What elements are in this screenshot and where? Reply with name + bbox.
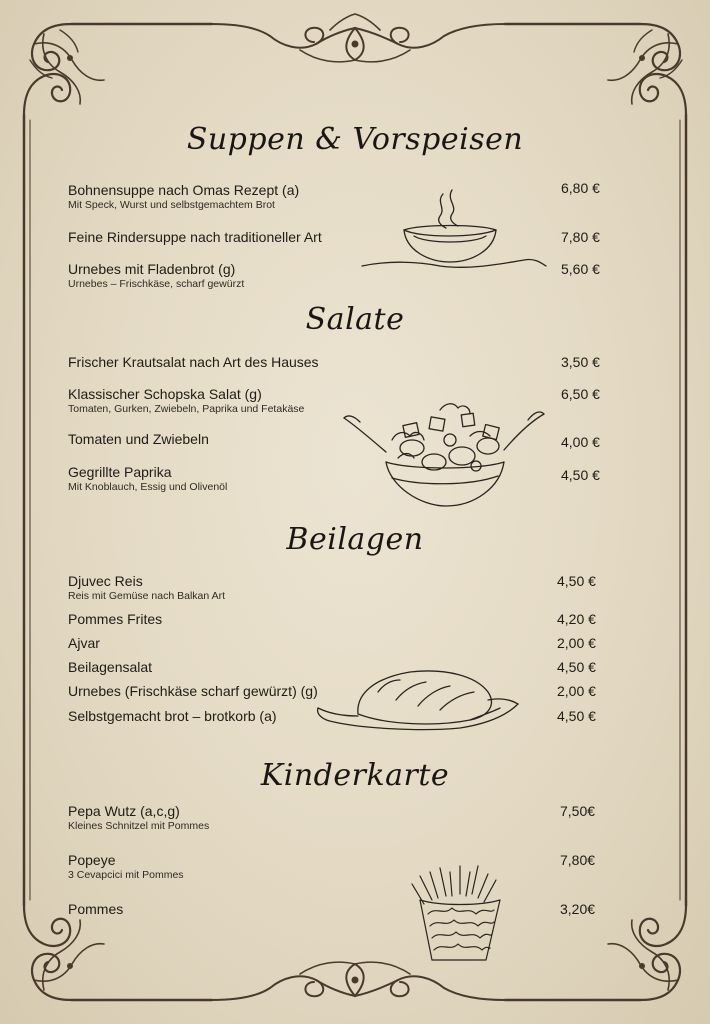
item-name: Tomaten und Zwiebeln bbox=[68, 431, 209, 447]
item-price: 7,50€ bbox=[560, 803, 596, 819]
item-price: 4,00 € bbox=[561, 434, 600, 450]
section-heading-suppen: Suppen & Vorspeisen bbox=[186, 122, 524, 157]
item-name: Klassischer Schopska Salat (g) bbox=[68, 386, 262, 402]
menu-item bbox=[68, 431, 209, 447]
item-name: Pommes bbox=[68, 901, 124, 917]
menu-item bbox=[68, 261, 244, 290]
item-name: Feine Rindersuppe nach traditioneller Art bbox=[68, 229, 322, 245]
menu-item bbox=[68, 611, 162, 627]
item-price: 6,80 € bbox=[561, 180, 600, 196]
item-name: Urnebes (Frischkäse scharf gewürzt) (g) bbox=[68, 683, 318, 699]
item-name: Selbstgemacht brot – brotkorb (a) bbox=[68, 708, 277, 724]
item-price: 3,50 € bbox=[561, 354, 600, 370]
item-price: 4,50 € bbox=[557, 708, 596, 724]
item-price: 7,80€ bbox=[560, 852, 596, 868]
item-price: 7,80 € bbox=[561, 229, 600, 245]
item-name: Urnebes mit Fladenbrot (g) bbox=[68, 261, 236, 277]
section-heading-kinderkarte: Kinderkarte bbox=[260, 758, 450, 793]
menu-item bbox=[68, 573, 225, 602]
item-name: Ajvar bbox=[68, 635, 100, 651]
item-description: Mit Knoblauch, Essig und Olivenöl bbox=[68, 481, 228, 493]
item-name: Popeye bbox=[68, 852, 116, 868]
item-description: Urnebes – Frischkäse, scharf gewürzt bbox=[68, 278, 245, 290]
item-name: Beilagensalat bbox=[68, 659, 153, 675]
menu-item bbox=[68, 182, 299, 211]
item-description: Kleines Schnitzel mit Pommes bbox=[68, 820, 210, 832]
item-description: Reis mit Gemüse nach Balkan Art bbox=[68, 590, 225, 602]
item-description: 3 Cevapcici mit Pommes bbox=[68, 869, 184, 881]
item-description: Mit Speck, Wurst und selbstgemachtem Brot bbox=[68, 199, 275, 211]
menu-item bbox=[68, 464, 227, 493]
menu-item bbox=[68, 803, 209, 832]
item-price: 3,20€ bbox=[560, 901, 596, 917]
item-price: 2,00 € bbox=[557, 635, 596, 651]
item-price: 2,00 € bbox=[557, 683, 596, 699]
section-heading-beilagen: Beilagen bbox=[286, 522, 424, 557]
item-description: Tomaten, Gurken, Zwiebeln, Paprika und Fetakäse bbox=[68, 403, 305, 415]
item-name: Frischer Krautsalat nach Art des Hauses bbox=[68, 354, 319, 370]
item-price: 4,20 € bbox=[557, 611, 596, 627]
item-name: Gegrillte Paprika bbox=[68, 464, 172, 480]
menu-item bbox=[68, 683, 318, 699]
item-name: Djuvec Reis bbox=[68, 573, 143, 589]
section-heading-salate: Salate bbox=[305, 302, 405, 337]
item-name: Pepa Wutz (a,c,g) bbox=[68, 803, 180, 819]
menu-item bbox=[68, 635, 100, 651]
item-name: Bohnensuppe nach Omas Rezept (a) bbox=[68, 182, 300, 198]
item-price: 6,50 € bbox=[561, 386, 600, 402]
item-name: Pommes Frites bbox=[68, 611, 163, 627]
menu-item bbox=[68, 229, 322, 245]
item-price: 4,50 € bbox=[557, 659, 596, 675]
menu-item bbox=[68, 354, 319, 370]
menu-item bbox=[68, 852, 184, 881]
menu-item bbox=[68, 708, 277, 724]
item-price: 4,50 € bbox=[557, 573, 596, 589]
item-price: 5,60 € bbox=[561, 261, 600, 277]
menu-item bbox=[68, 386, 304, 415]
menu-item bbox=[68, 659, 152, 675]
menu-item bbox=[68, 901, 123, 917]
item-price: 4,50 € bbox=[561, 467, 600, 483]
